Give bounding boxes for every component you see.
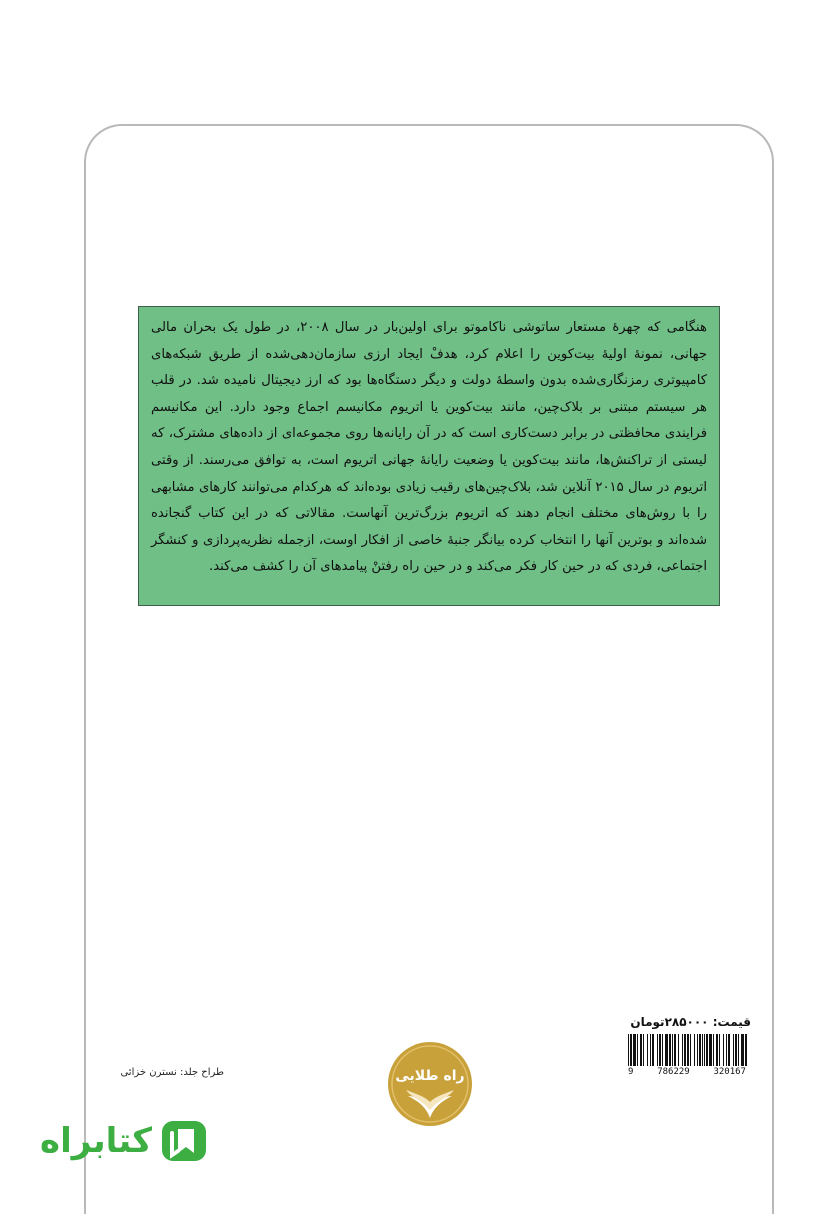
barcode-bar: [682, 1034, 683, 1066]
barcode-bar: [672, 1034, 673, 1066]
isbn-barcode: [626, 1034, 748, 1078]
barcode-bar: [699, 1034, 701, 1066]
barcode-bars: [626, 1034, 748, 1066]
isbn-digits: [626, 1067, 748, 1077]
barcode-bar: [665, 1034, 668, 1066]
barcode-bar: [723, 1034, 724, 1066]
barcode-bar: [628, 1034, 629, 1066]
cover-designer-credit: طراح جلد: نسترن خزائی: [120, 1067, 224, 1078]
barcode-bar: [709, 1034, 712, 1066]
publisher-logo-text: راه طلایی: [395, 1068, 465, 1084]
barcode-bar: [669, 1034, 671, 1066]
barcode-bar: [735, 1034, 737, 1066]
back-cover-blurb: هنگامی که چهرهٔ مستعار ساتوشی ناکاموتو برای اولین‌بار در سال ۲۰۰۸، در طول یک بحران مالی جهانی، نمونهٔ اولیهٔ بیت‌کوین را اعلام کرد، هدفْ ایجاد ارزی سازمان‌دهی‌شده از طریق شبکه‌های کامپیوتری رمزنگاری‌شده بدون واسطهٔ دولت و دیگر دستگاه‌ها بود که ارز دیجیتال نامیده شد. در قلب هر سیستم مبتنی بر بلاک‌چین، مانند بیت‌کوین یا اتریوم مکانیسم اجماع وجود دارد. این مکانیسم فرایندی محافظتی در برابر دست‌کاری است که در آن رایانه‌ها روی مجموعه‌ای از داده‌های مشترک، که لیستی از تراکنش‌ها، مانند بیت‌کوین یا وضعیت رایانهٔ جهانی اتریوم است، به توافق می‌رسند. از وقتی اتریوم در سال ۲۰۱۵ آنلاین شد، بلاک‌چین‌های رقیب زیادی بوده‌اند که هرکدام می‌توانند کارهای مشابهی را با روش‌های مختلف انجام دهند که اتریوم بزرگ‌ترین آنهاست. مقالاتی که در این کتاب گنجانده شده‌اند و بوترین آنها را انتخاب کرده بیانگر جنبهٔ خاصی از افکار اوست، ازجمله نظریه‌پردازی و کنشگر اجتماعی، فردی که در حین کار فکر می‌کند و در حین راه رفتنْ پیامدهای آن را کشف می‌کند.: [138, 306, 720, 606]
barcode-bar: [694, 1034, 695, 1066]
barcode-bar: [647, 1034, 648, 1066]
barcode-bar: [733, 1034, 734, 1066]
barcode-bar: [706, 1034, 708, 1066]
barcode-bar: [716, 1034, 718, 1066]
barcode-bar: [643, 1034, 644, 1066]
barcode-bar: [690, 1034, 691, 1066]
barcode-bar: [657, 1034, 658, 1066]
barcode-bar: [741, 1034, 744, 1066]
publisher-logo-icon: [386, 1040, 474, 1128]
barcode-bar: [704, 1034, 705, 1066]
barcode-bar: [726, 1034, 727, 1066]
isbn-digits-1: 9: [628, 1067, 634, 1077]
barcode-bar: [738, 1034, 739, 1066]
barcode-bar: [745, 1034, 747, 1066]
store-logo[interactable]: [40, 1116, 220, 1166]
publisher-logo: [386, 1040, 474, 1128]
barcode-bar: [684, 1034, 686, 1066]
barcode-bar: [687, 1034, 689, 1066]
barcode-bar: [659, 1034, 661, 1066]
barcode-bar: [728, 1034, 730, 1066]
barcode-bar: [637, 1034, 638, 1066]
barcode-bar: [652, 1034, 654, 1066]
barcode-bar: [678, 1034, 679, 1066]
barcode-bar: [640, 1034, 642, 1066]
store-logo-text: کتابراه: [40, 1121, 153, 1161]
barcode-bar: [662, 1034, 663, 1066]
barcode-bar: [713, 1034, 714, 1066]
book-icon: [158, 1115, 210, 1167]
price-label: قیمت: ۲۸۵۰۰۰تومان: [630, 1015, 751, 1029]
barcode-bar: [719, 1034, 720, 1066]
barcode-bar: [702, 1034, 703, 1066]
barcode-bar: [697, 1034, 698, 1066]
barcode-bar: [650, 1034, 651, 1066]
isbn-digits-3: 320167: [713, 1067, 746, 1077]
barcode-bar: [633, 1034, 636, 1066]
isbn-digits-2: 786229: [657, 1067, 690, 1077]
barcode-bar: [630, 1034, 632, 1066]
barcode-bar: [674, 1034, 676, 1066]
